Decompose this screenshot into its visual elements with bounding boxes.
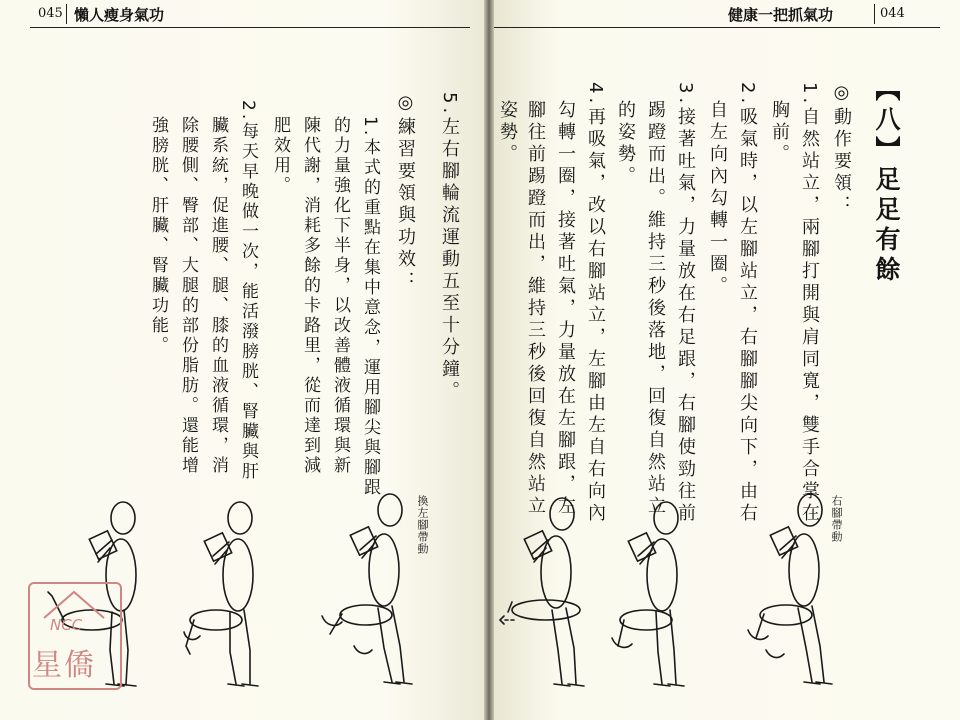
step-line: 自左向內勾轉一圈。 [707,100,728,298]
step-line: 2.吸氣時，以左腳站立，右腳腳尖向下，由右 [737,82,758,526]
practice-line: 陳代謝，消耗多餘的卡路里，從而達到減 [300,116,320,476]
left-page-number: 045 [38,6,63,21]
practice-line: 強膀胱、肝臟、腎臟功能。 [148,116,168,356]
step-line: 3.接著吐氣，力量放在右足跟，右腳使勁往前 [675,82,696,526]
step-line: 1.自然站立，兩腳打開與肩同寬，雙手合掌在 [799,82,820,526]
practice-line: 2.每天早晚做一次，能活潑膀胱、腎臟與肝 [238,100,258,483]
stick-figure [322,494,412,684]
header-separator [66,4,67,24]
stamp-ncc-text: NCC [50,616,83,634]
step-line: 4.再吸氣，改以右腳站立，左腳由左自右向內 [585,82,606,526]
step-line: 胸前。 [769,100,790,166]
right-running-title: 健康一把抓氣功 [728,6,834,24]
step-5: 5.左右腳輪流運動五至十分鐘。 [439,92,460,404]
exercise-figures-right [494,470,960,720]
figure-caption-left: 換左腳帶動 [416,495,429,555]
step-line: 腳往前踢蹬而出，維持三秒後回復自然站立 [525,100,546,518]
step-line: 踢蹬而出。維持三秒後落地，回復自然站立 [645,100,666,518]
book-gutter [484,0,494,720]
ncc-watermark-stamp [28,582,122,690]
step-line: 勾轉一圈，接著吐氣，力量放在左腳跟，左 [555,100,576,518]
step-line: 的姿勢。 [615,100,636,188]
right-page-number: 044 [880,6,905,21]
header-rule [494,27,940,28]
left-running-title: 懶人瘦身氣功 [74,6,165,24]
practice-heading: ◎練習要領與功效： [395,92,416,293]
header-rule [30,27,470,28]
right-page [494,0,960,720]
step-line: 姿勢。 [497,100,518,166]
stamp-name-text: 星僑 [32,648,96,683]
stick-figure [184,502,258,686]
practice-line: 1.本式的重點在集中意念，運用腳尖與腳跟 [360,116,380,499]
practice-line: 除腰側、臀部、大腿的部份脂肪。還能增 [178,116,198,476]
section-title: 【八】足足有餘 [872,76,901,286]
practice-line: 肥效用。 [270,116,290,196]
stick-figure [612,502,684,686]
header-separator [874,4,875,24]
practice-line: 的力量強化下半身，以改善體液循環與新 [330,116,350,476]
stick-figure [748,494,832,684]
figure-caption-right: 右腳帶動 [830,495,843,543]
practice-line: 臟系統，促進腰、腿、膝的血液循環，消 [208,116,228,476]
stick-figure [500,498,584,686]
steps-heading: ◎動作要領： [831,82,852,217]
